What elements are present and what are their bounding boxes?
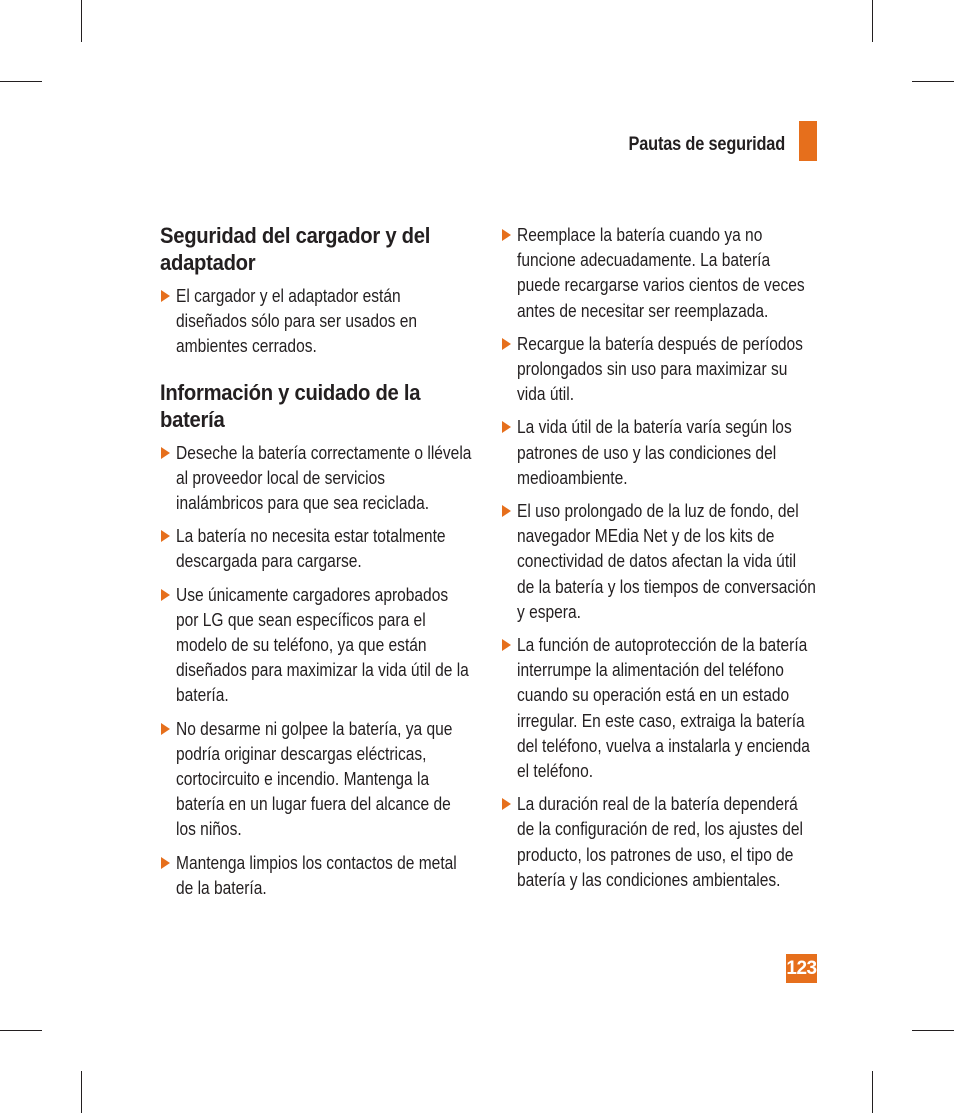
bullet-list [160,283,472,359]
bullet-list [501,222,816,892]
crop-mark [912,81,954,82]
crop-mark [872,1071,873,1113]
list-item: Recargue la batería después de períodos prolongados sin uso para maximizar su vida útil. [501,331,816,407]
bullet-arrow-icon [502,505,511,517]
bullet-arrow-icon [161,589,170,601]
list-item: Mantenga limpios los contactos de metal de la batería. [160,850,472,900]
list-item: La vida útil de la batería varía según los patrones de uso y las condiciones del medioambiente. [501,414,816,490]
bullet-arrow-icon [502,421,511,433]
crop-mark [0,1030,42,1031]
list-item: El uso prolongado de la luz de fondo, del navegador MEdia Net y de los kits de conectividad de datos afectan la vida útil de la batería y los tiempos de conversación y espera. [501,498,816,624]
list-item: Deseche la batería correctamente o llévela al proveedor local de servicios inalámbricos para que sea reciclada. [160,440,472,516]
list-item: La función de autoprotección de la batería interrumpe la alimentación del teléfono cuando su operación está en un estado irregular. En este caso, extraiga la batería del teléfono, vuelva a instalarla y encienda el teléfono. [501,632,816,783]
bullet-arrow-icon [161,290,170,302]
header-accent-bar [799,121,817,161]
running-header-title: Pautas de seguridad [628,134,785,155]
bullet-arrow-icon [161,857,170,869]
section-battery-care [160,379,472,900]
crop-mark [81,0,82,42]
bullet-arrow-icon [502,639,511,651]
list-item: El cargador y el adaptador están diseñados sólo para ser usados en ambientes cerrados. [160,283,472,359]
bullet-arrow-icon [502,338,511,350]
bullet-arrow-icon [161,530,170,542]
crop-mark [872,0,873,42]
list-item: No desarme ni golpee la batería, ya que podría originar descargas eléctricas, cortocircuito e incendio. Mantenga la batería en un lugar fuera del alcance de los niños. [160,716,472,842]
bullet-arrow-icon [161,723,170,735]
crop-mark [912,1030,954,1031]
list-item: La duración real de la batería dependerá de la configuración de red, los ajustes del producto, los patrones de uso, el tipo de batería y las condiciones ambientales. [501,791,816,892]
bullet-list [160,440,472,900]
section-charger-safety [160,222,472,359]
section-heading: Información y cuidado de la batería [160,379,421,432]
section-heading: Seguridad del cargador y del adaptador [160,223,431,275]
bullet-arrow-icon [502,798,511,810]
list-item: Use únicamente cargadores aprobados por LG que sean específicos para el modelo de su teléfono, ya que están diseñados para maximizar la vida útil de la batería. [160,582,472,708]
list-item: Reemplace la batería cuando ya no funcione adecuadamente. La batería puede recargarse varios cientos de veces antes de necesitar ser reemplazada. [501,222,816,323]
crop-mark [0,81,42,82]
right-column [501,222,816,900]
crop-mark [81,1071,82,1113]
bullet-arrow-icon [502,229,511,241]
page-number: 123 [786,954,817,983]
left-column [160,222,472,908]
bullet-arrow-icon [161,447,170,459]
list-item: La batería no necesita estar totalmente descargada para cargarse. [160,523,472,573]
